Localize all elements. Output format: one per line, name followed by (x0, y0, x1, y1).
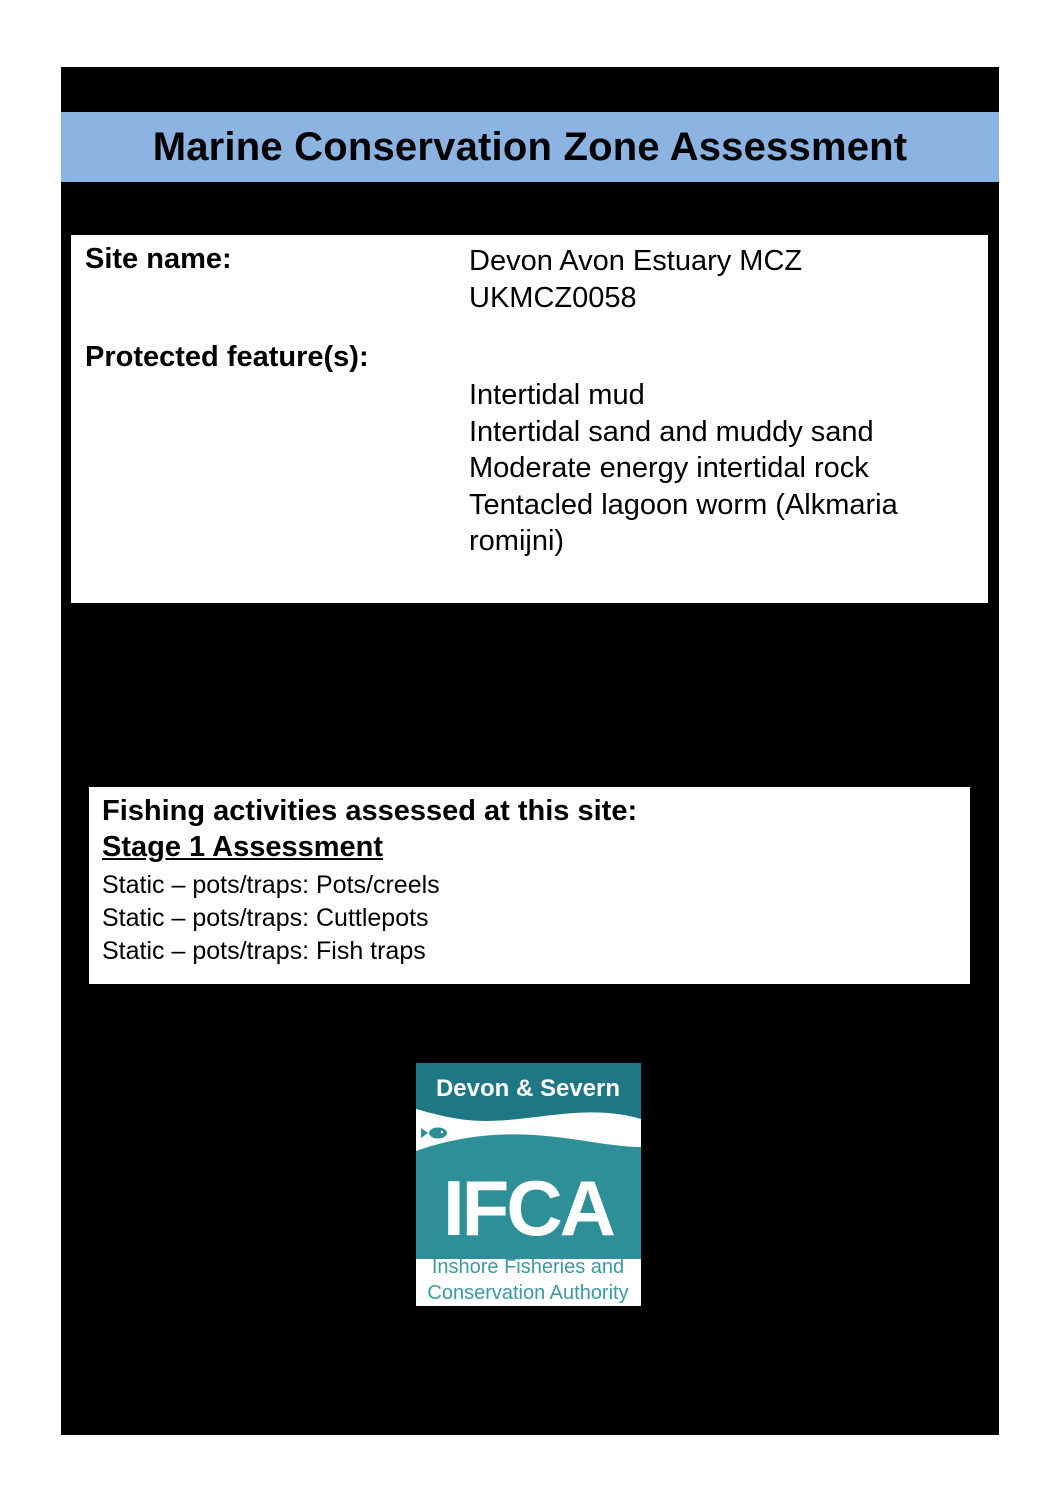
ifca-logo (416, 1063, 641, 1306)
ifca-logo-graphic (416, 1063, 641, 1306)
logo-line1: Inshore Fisheries and (431, 1256, 625, 1278)
activity-list (102, 869, 440, 968)
site-name-line: Devon Avon Estuary MCZ (469, 245, 803, 277)
feature-item: Intertidal sand and muddy sand (469, 415, 874, 448)
feature-item: Moderate energy intertidal rock (469, 452, 869, 484)
logo-acronym: IFCA (443, 1164, 613, 1252)
fishing-activities-box (89, 787, 970, 984)
activity-item: Static – pots/traps: Pots/creels (102, 871, 440, 899)
site-code-line: UKMCZ0058 (469, 281, 637, 314)
protected-features-value (469, 377, 898, 560)
site-name-value (469, 243, 802, 316)
activity-item: Static – pots/traps: Fish traps (102, 937, 426, 965)
activity-item: Static – pots/traps: Cuttlepots (102, 904, 429, 932)
title-band (61, 112, 999, 182)
fishing-activities-heading: Fishing activities assessed at this site: (102, 795, 638, 827)
stage-heading: Stage 1 Assessment (102, 831, 384, 863)
cover-panel (61, 67, 999, 1435)
feature-item: Tentacled lagoon worm (Alkmaria (469, 488, 898, 521)
protected-features-label: Protected feature(s): (85, 341, 369, 373)
logo-top-text: Devon & Severn (435, 1075, 621, 1102)
feature-item: Intertidal mud (469, 379, 645, 411)
feature-list (469, 377, 898, 560)
feature-item: romijni) (469, 525, 565, 557)
logo-line2: Conservation Authority (427, 1282, 629, 1304)
site-name-label: Site name: (85, 243, 232, 275)
site-info-box (71, 235, 988, 603)
page-title: Marine Conservation Zone Assessment (152, 124, 908, 169)
fish-icon (421, 1128, 447, 1139)
